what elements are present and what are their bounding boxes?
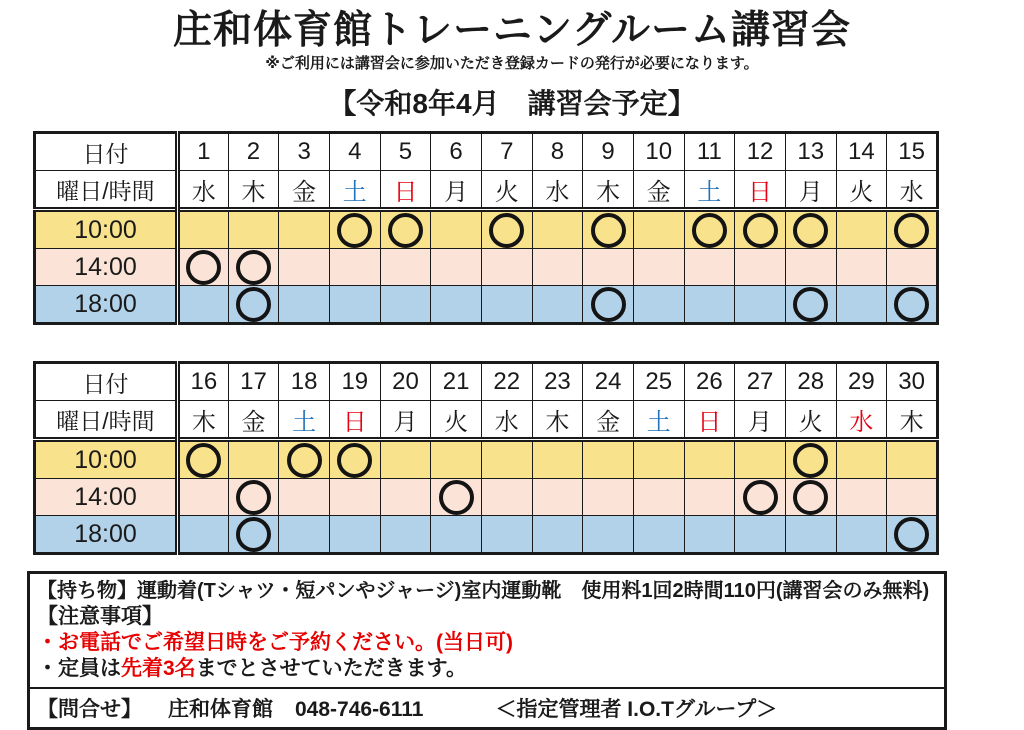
slot-cell [887, 479, 938, 516]
slot-cell [532, 210, 583, 249]
slot-cell [329, 210, 380, 249]
circle-mark [692, 213, 727, 248]
date-cell: 4 [329, 133, 380, 171]
capacity-prefix: ・定員は [37, 657, 121, 680]
day-time-label: 曜日/時間 [35, 171, 178, 210]
slot-cell [532, 286, 583, 324]
date-cell: 24 [583, 363, 634, 401]
circle-mark [894, 287, 929, 322]
slot-cell [178, 516, 229, 554]
slot-cell [279, 516, 330, 554]
day-cell: 月 [431, 171, 482, 210]
time-row-1800 [35, 516, 938, 554]
slot-cell [329, 249, 380, 286]
circle-mark [793, 443, 828, 478]
date-header-row [35, 363, 938, 401]
notes-box [27, 571, 947, 730]
day-cell: 金 [279, 171, 330, 210]
slot-cell [583, 210, 634, 249]
slot-cell [583, 479, 634, 516]
slot-cell [380, 479, 431, 516]
schedule-table-second-half [33, 361, 939, 555]
time-label: 14:00 [35, 249, 178, 286]
slot-cell [684, 516, 735, 554]
time-label: 14:00 [35, 479, 178, 516]
slot-cell [836, 249, 887, 286]
note-caution-capacity [37, 656, 937, 682]
note-items-line: 【持ち物】運動着(Tシャツ・短パンやジャージ)室内運動靴 使用料1回2時間110円(講習会のみ無料) [37, 580, 930, 602]
slot-cell [279, 479, 330, 516]
slot-cell [279, 249, 330, 286]
date-cell: 26 [684, 363, 735, 401]
date-cell: 22 [481, 363, 532, 401]
slot-cell [836, 210, 887, 249]
circle-mark [236, 480, 271, 515]
slot-cell [583, 249, 634, 286]
slot-cell [532, 516, 583, 554]
date-cell: 19 [329, 363, 380, 401]
date-cell: 21 [431, 363, 482, 401]
slot-cell [380, 210, 431, 249]
slot-cell [481, 516, 532, 554]
slot-cell [684, 249, 735, 286]
slot-cell [228, 479, 279, 516]
slot-cell [785, 440, 836, 479]
slot-cell [329, 479, 380, 516]
circle-mark [894, 517, 929, 552]
day-cell: 金 [228, 401, 279, 440]
slot-cell [836, 286, 887, 324]
day-header-row [35, 171, 938, 210]
day-cell: 日 [735, 171, 786, 210]
day-cell: 火 [836, 171, 887, 210]
circle-mark [743, 213, 778, 248]
circle-mark [793, 287, 828, 322]
slot-cell [481, 286, 532, 324]
time-row-1400 [35, 249, 938, 286]
date-cell: 15 [887, 133, 938, 171]
note-caution-phone: ・お電話でご希望日時をご予約ください。(当日可) [37, 631, 513, 654]
day-cell: 木 [583, 171, 634, 210]
circle-mark [236, 517, 271, 552]
slot-cell [532, 440, 583, 479]
slot-cell [329, 516, 380, 554]
slot-cell [836, 479, 887, 516]
date-cell: 16 [178, 363, 229, 401]
slot-cell [735, 249, 786, 286]
time-label: 18:00 [35, 286, 178, 324]
circle-mark [388, 213, 423, 248]
slot-cell [178, 440, 229, 479]
date-cell: 28 [785, 363, 836, 401]
time-label: 10:00 [35, 210, 178, 249]
slot-cell [481, 210, 532, 249]
date-label: 日付 [35, 133, 178, 171]
date-cell: 25 [633, 363, 684, 401]
date-cell: 6 [431, 133, 482, 171]
slot-cell [785, 286, 836, 324]
page-subtitle: ※ご利用には講習会に参加いただき登録カードの発行が必要になります。 [265, 55, 759, 72]
note-caution-title: 【注意事項】 [37, 605, 163, 628]
date-cell: 20 [380, 363, 431, 401]
day-cell: 火 [481, 171, 532, 210]
schedule-table-first-half [33, 131, 939, 325]
date-cell: 30 [887, 363, 938, 401]
day-header-row [35, 401, 938, 440]
slot-cell [633, 210, 684, 249]
date-cell: 1 [178, 133, 229, 171]
slot-cell [380, 516, 431, 554]
day-cell: 水 [481, 401, 532, 440]
contact-footer [30, 687, 944, 727]
slot-cell [228, 249, 279, 286]
slot-cell [887, 249, 938, 286]
day-cell: 土 [329, 171, 380, 210]
slot-cell [329, 440, 380, 479]
time-row-1400 [35, 479, 938, 516]
circle-mark [591, 287, 626, 322]
date-cell: 7 [481, 133, 532, 171]
circle-mark [337, 443, 372, 478]
date-header-row [35, 133, 938, 171]
time-label: 18:00 [35, 516, 178, 554]
slot-cell [481, 249, 532, 286]
manager-name: ＜指定管理者 I.O.Tグループ＞ [495, 698, 778, 721]
circle-mark [743, 480, 778, 515]
day-cell: 水 [887, 171, 938, 210]
slot-cell [583, 516, 634, 554]
slot-cell [836, 516, 887, 554]
slot-cell [836, 440, 887, 479]
circle-mark [489, 213, 524, 248]
circle-mark [894, 213, 929, 248]
slot-cell [735, 516, 786, 554]
date-cell: 3 [279, 133, 330, 171]
date-cell: 27 [735, 363, 786, 401]
slot-cell [279, 440, 330, 479]
slot-cell [735, 210, 786, 249]
slot-cell [431, 286, 482, 324]
slot-cell [178, 210, 229, 249]
slot-cell [887, 210, 938, 249]
circle-mark [793, 213, 828, 248]
capacity-suffix: までとさせていただきます。 [195, 657, 468, 680]
slot-cell [583, 286, 634, 324]
slot-cell [228, 516, 279, 554]
table-gap [0, 325, 1024, 361]
day-cell: 木 [228, 171, 279, 210]
slot-cell [735, 440, 786, 479]
slot-cell [481, 440, 532, 479]
date-cell: 8 [532, 133, 583, 171]
slot-cell [532, 479, 583, 516]
slot-cell [178, 249, 229, 286]
date-cell: 11 [684, 133, 735, 171]
day-cell: 土 [684, 171, 735, 210]
slot-cell [633, 249, 684, 286]
section-title: 【令和8年4月 講習会予定】 [328, 88, 696, 119]
day-cell: 日 [329, 401, 380, 440]
date-cell: 5 [380, 133, 431, 171]
slot-cell [380, 249, 431, 286]
slot-cell [329, 286, 380, 324]
slot-cell [228, 440, 279, 479]
day-cell: 月 [380, 401, 431, 440]
date-label: 日付 [35, 363, 178, 401]
slot-cell [380, 440, 431, 479]
date-cell: 18 [279, 363, 330, 401]
slot-cell [785, 516, 836, 554]
circle-mark [337, 213, 372, 248]
circle-mark [793, 480, 828, 515]
slot-cell [735, 479, 786, 516]
day-cell: 土 [633, 401, 684, 440]
slot-cell [633, 440, 684, 479]
day-cell: 日 [684, 401, 735, 440]
circle-mark [236, 287, 271, 322]
day-cell: 木 [178, 401, 229, 440]
slot-cell [431, 479, 482, 516]
circle-mark [287, 443, 322, 478]
slot-cell [532, 249, 583, 286]
slot-cell [279, 286, 330, 324]
day-cell: 木 [532, 401, 583, 440]
slot-cell [380, 286, 431, 324]
day-cell: 日 [380, 171, 431, 210]
slot-cell [633, 286, 684, 324]
day-cell: 月 [735, 401, 786, 440]
slot-cell [785, 249, 836, 286]
slot-cell [684, 286, 735, 324]
slot-cell [228, 210, 279, 249]
day-cell: 水 [836, 401, 887, 440]
day-cell: 木 [887, 401, 938, 440]
date-cell: 13 [785, 133, 836, 171]
time-label: 10:00 [35, 440, 178, 479]
day-cell: 水 [532, 171, 583, 210]
slot-cell [633, 479, 684, 516]
day-time-label: 曜日/時間 [35, 401, 178, 440]
slot-cell [228, 286, 279, 324]
date-cell: 17 [228, 363, 279, 401]
circle-mark [236, 250, 271, 285]
day-cell: 月 [785, 171, 836, 210]
slot-cell [481, 479, 532, 516]
phone-number: 048-746-6111 [295, 698, 424, 721]
slot-cell [178, 286, 229, 324]
day-cell: 水 [178, 171, 229, 210]
date-cell: 23 [532, 363, 583, 401]
slot-cell [178, 479, 229, 516]
slot-cell [431, 249, 482, 286]
day-cell: 火 [785, 401, 836, 440]
circle-mark [439, 480, 474, 515]
slot-cell [735, 286, 786, 324]
notes-area [30, 574, 944, 687]
slot-cell [431, 440, 482, 479]
slot-cell [431, 210, 482, 249]
slot-cell [583, 440, 634, 479]
date-cell: 9 [583, 133, 634, 171]
circle-mark [186, 443, 221, 478]
date-cell: 14 [836, 133, 887, 171]
slot-cell [887, 286, 938, 324]
slot-cell [684, 479, 735, 516]
time-row-1000 [35, 210, 938, 249]
slot-cell [279, 210, 330, 249]
slot-cell [887, 516, 938, 554]
day-cell: 土 [279, 401, 330, 440]
date-cell: 29 [836, 363, 887, 401]
slot-cell [431, 516, 482, 554]
slot-cell [887, 440, 938, 479]
circle-mark [186, 250, 221, 285]
slot-cell [633, 516, 684, 554]
slot-cell [785, 210, 836, 249]
date-cell: 10 [633, 133, 684, 171]
contact-label: 【問合せ】 [37, 698, 142, 721]
facility-name: 庄和体育館 [168, 698, 273, 721]
circle-mark [591, 213, 626, 248]
time-row-1000 [35, 440, 938, 479]
slot-cell [785, 479, 836, 516]
slot-cell [684, 210, 735, 249]
time-row-1800 [35, 286, 938, 324]
day-cell: 金 [583, 401, 634, 440]
page-title: 庄和体育館トレーニングルーム講習会 [172, 9, 852, 52]
capacity-highlight: 先着3名 [121, 657, 196, 680]
date-cell: 12 [735, 133, 786, 171]
slot-cell [684, 440, 735, 479]
day-cell: 金 [633, 171, 684, 210]
day-cell: 火 [431, 401, 482, 440]
date-cell: 2 [228, 133, 279, 171]
